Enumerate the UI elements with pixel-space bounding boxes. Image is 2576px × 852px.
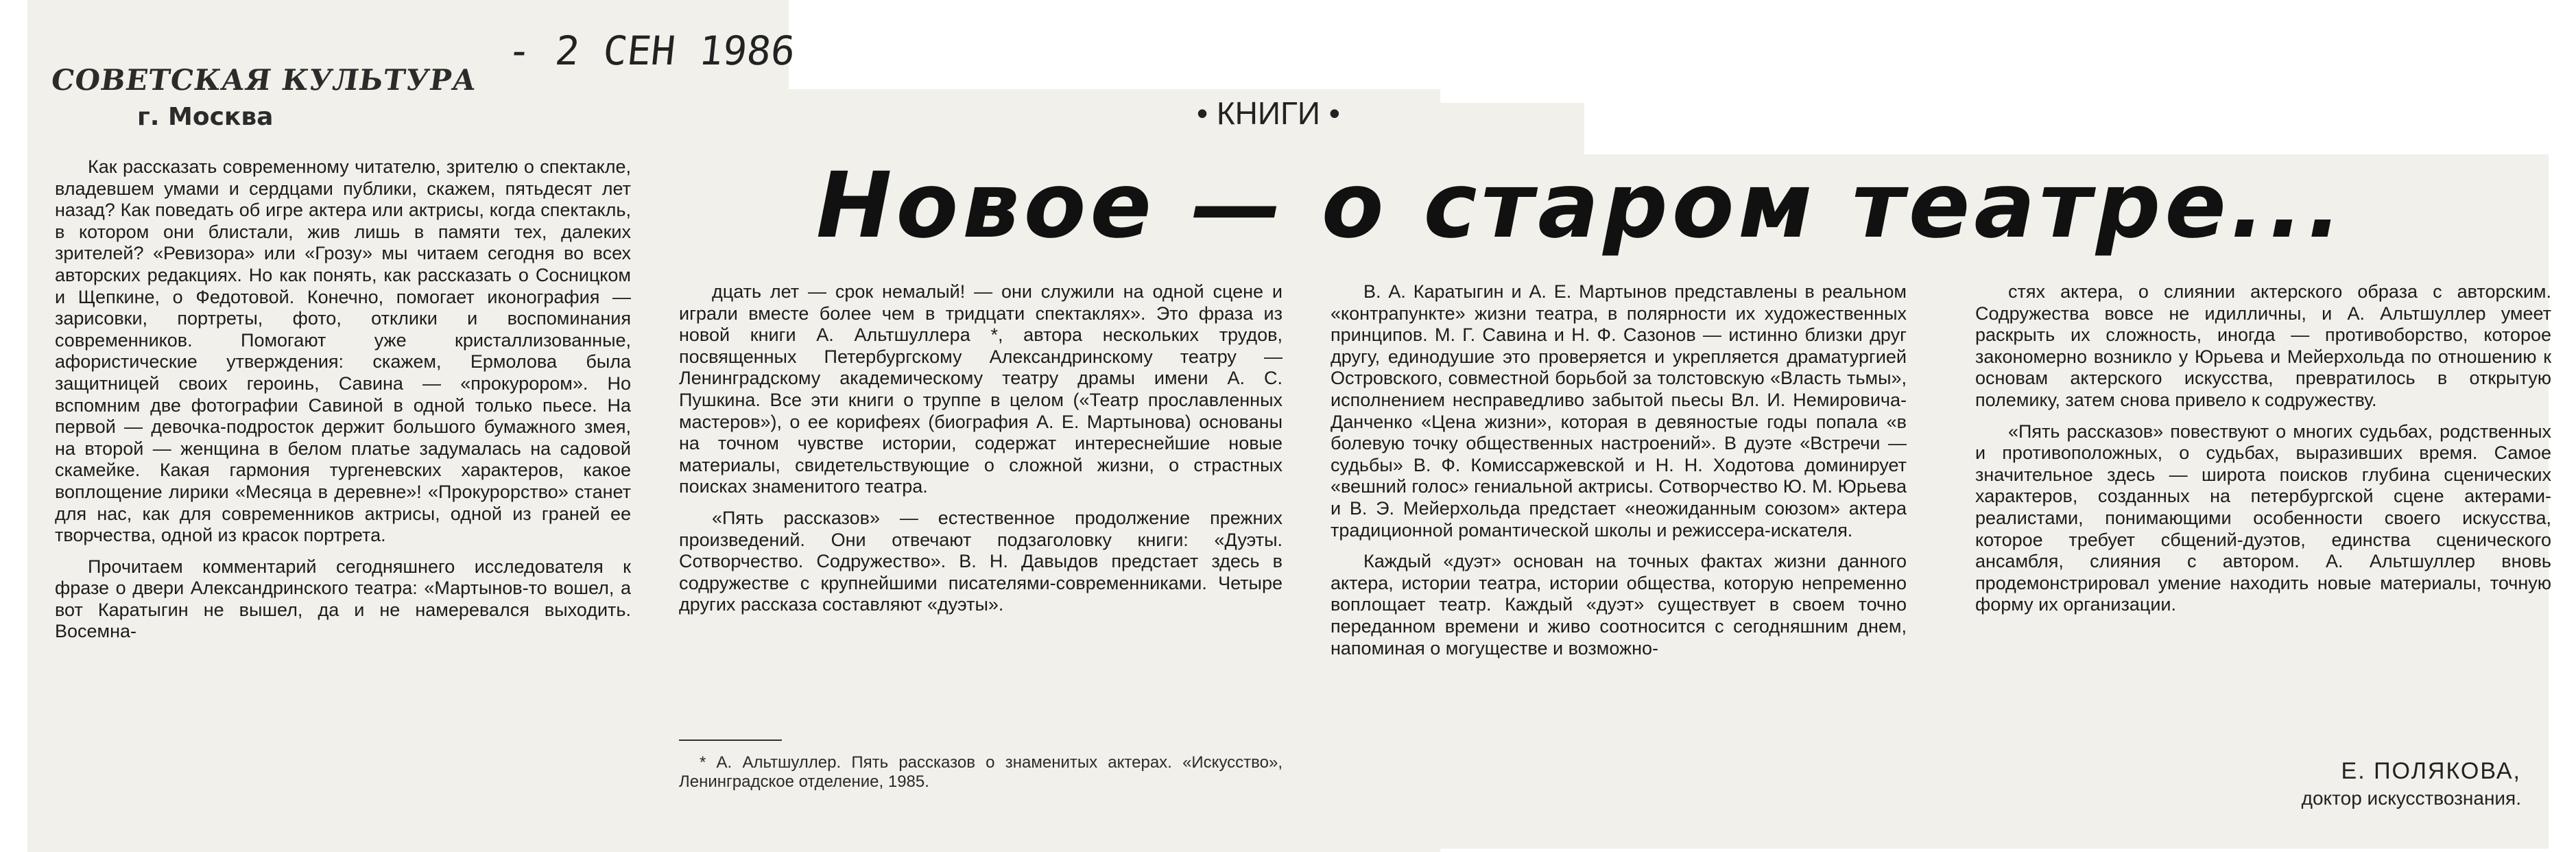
paragraph: дцать лет — срок немалый! — они служили на одной сцене и играли вместе более чем в тридцати спектаклях». Это фраза из новой книги А. Альтшуллера *, автора нескольких трудов, посвященных Петербургскому Александринскому театру — Ленинградскому академическому театру драмы имени А. С. Пушкина. Все эти книги о труппе в целом («Театр прославленных мастеров»), о ее корифеях (биография А. Е. Мартынова) основаны на точном чувстве истории, содержат интереснейшие новые материалы, свидетельствующие о сложной жизни, о страстных поисках знаменитого театра. (679, 281, 1283, 497)
article-column-3 (1331, 281, 1907, 659)
paragraph: «Пять рассказов» — естественное продолжение прежних произведений. Они отвечают подзаголовку книги: «Дуэты. Сотворчество. Содружество». В. Н. Давыдов предстает здесь в содружестве с крупнейшими писателями-современниками. Четыре других рассказа составляют «дуэты». (679, 507, 1283, 615)
paragraph: Каждый «дуэт» основан на точных фактах жизни данного актера, истории театра, истории общества, которую непременно воплощает театр. Каждый «дуэт» существует в своем точно переданном времени и живо соотносится с сегодняшним днем, напоминая о могуществе и возможно- (1331, 551, 1907, 659)
article-column-2 (679, 281, 1283, 616)
newspaper-stamp: СОВЕТСКАЯ КУЛЬТУРА (49, 63, 479, 97)
paragraph: «Пять рассказов» повествуют о многих судьбах, родственных и противоположных, о судьбах, выразивших время. Самое значительное здесь — широта поисков глубина сценических характеров, созданных на петербургской сцене актерами-реалистами, понимающими особенности своего искусства, которое требует сбщений-дуэтов, единства сценического ансамбля, слияния с автором. А. Альтшуллер вновь продемонстрировал умение находить новые материалы, точную форму их организации. (1975, 421, 2551, 615)
article-column-1 (55, 156, 631, 643)
footnote-divider (679, 739, 782, 741)
newspaper-city-stamp: г. Москва (137, 103, 274, 131)
paragraph: Как рассказать современному читателю, зрителю о спектакле, владевшем умами и сердцами публики, скажем, пятьдесят лет назад? Как поведать об игре актера или актрисы, когда спектакль, в котором они блистали, жив лишь в памяти тех, далеких зрителей? «Ревизора» или «Грозу» мы читаем сегодня во всех авторских редакциях. Но как понять, как рассказать о Сосницком и Щепкине, о Федотовой. Конечно, помогает иконография — зарисовки, портреты, фото, отклики и воспоминания современников. Помогают уже кристаллизованные, афористические утверждения: скажем, Ермолова была защитницей своих героинь, Савина — «прокурором». Но вспомним две фотографии Савиной в одной только пьесе. На первой — девочка-подросток держит большого бумажного змея, на второй — женщина в белом платье задумалась на садовой скамейке. Какая гармония тургеневских характеров, какое воплощение лирики «Месяца в деревне»! «Прокурорство» станет для нас, как для современников актрисы, одной из граней ее творчества, одной из красок портрета. (55, 156, 631, 546)
author-title: доктор искусствознания. (2301, 788, 2521, 809)
footnote: * А. Альтшуллер. Пять рассказов о знаменитых актерах. «Искусство», Ленинградское отделение, 1985. (679, 753, 1283, 791)
paragraph: В. А. Каратыгин и А. Е. Мартынов представлены в реальном «контрапункте» жизни театра, в полярности их художественных принципов. М. Г. Савина и Н. Ф. Сазонов — истинно близки друг другу, единодушие это проверяется и укрепляется драматургией Островского, совместной борьбой за толстовскую «Власть тьмы», исполнением несправедливо забытой пьесы Вл. И. Немировича-Данченко «Цена жизни», которая в девяностые годы попала «в болевую точку общественных настроений». В дуэте «Встречи — судьбы» В. Ф. Комиссаржевской и Н. Н. Ходотова доминирует «вешний голос» гениальной актрисы. Сотворчество Ю. М. Юрьева и В. Э. Мейерхольда предстает «неожиданным союзом» актера традиционной романтической школы и режиссера-искателя. (1331, 281, 1907, 541)
paragraph: Прочитаем комментарий сегодняшнего исследователя к фразе о двери Александринского театра: «Мартынов-то вошел, а вот Каратыгин не вышел, да и не намеревался выходить. Восемна- (55, 556, 631, 642)
section-label: • КНИГИ • (1197, 95, 1340, 131)
date-stamp: - 2 СЕН 1986 (505, 27, 798, 74)
author-name: Е. ПОЛЯКОВА, (2341, 758, 2521, 784)
article-headline: Новое — о старом театре... (816, 153, 2346, 259)
paragraph: стях актера, о слиянии актерского образа с авторским. Содружества вовсе не идилличны, и А. Альтшуллер умеет раскрыть их сложность, иногда — противоборство, которое закономерно возникло у Юрьева и Мейерхольда по отношению к основам актерского искусства, превратилось в открытую полемику, затем снова привело к содружеству. (1975, 281, 2551, 410)
article-column-4 (1975, 281, 2551, 616)
